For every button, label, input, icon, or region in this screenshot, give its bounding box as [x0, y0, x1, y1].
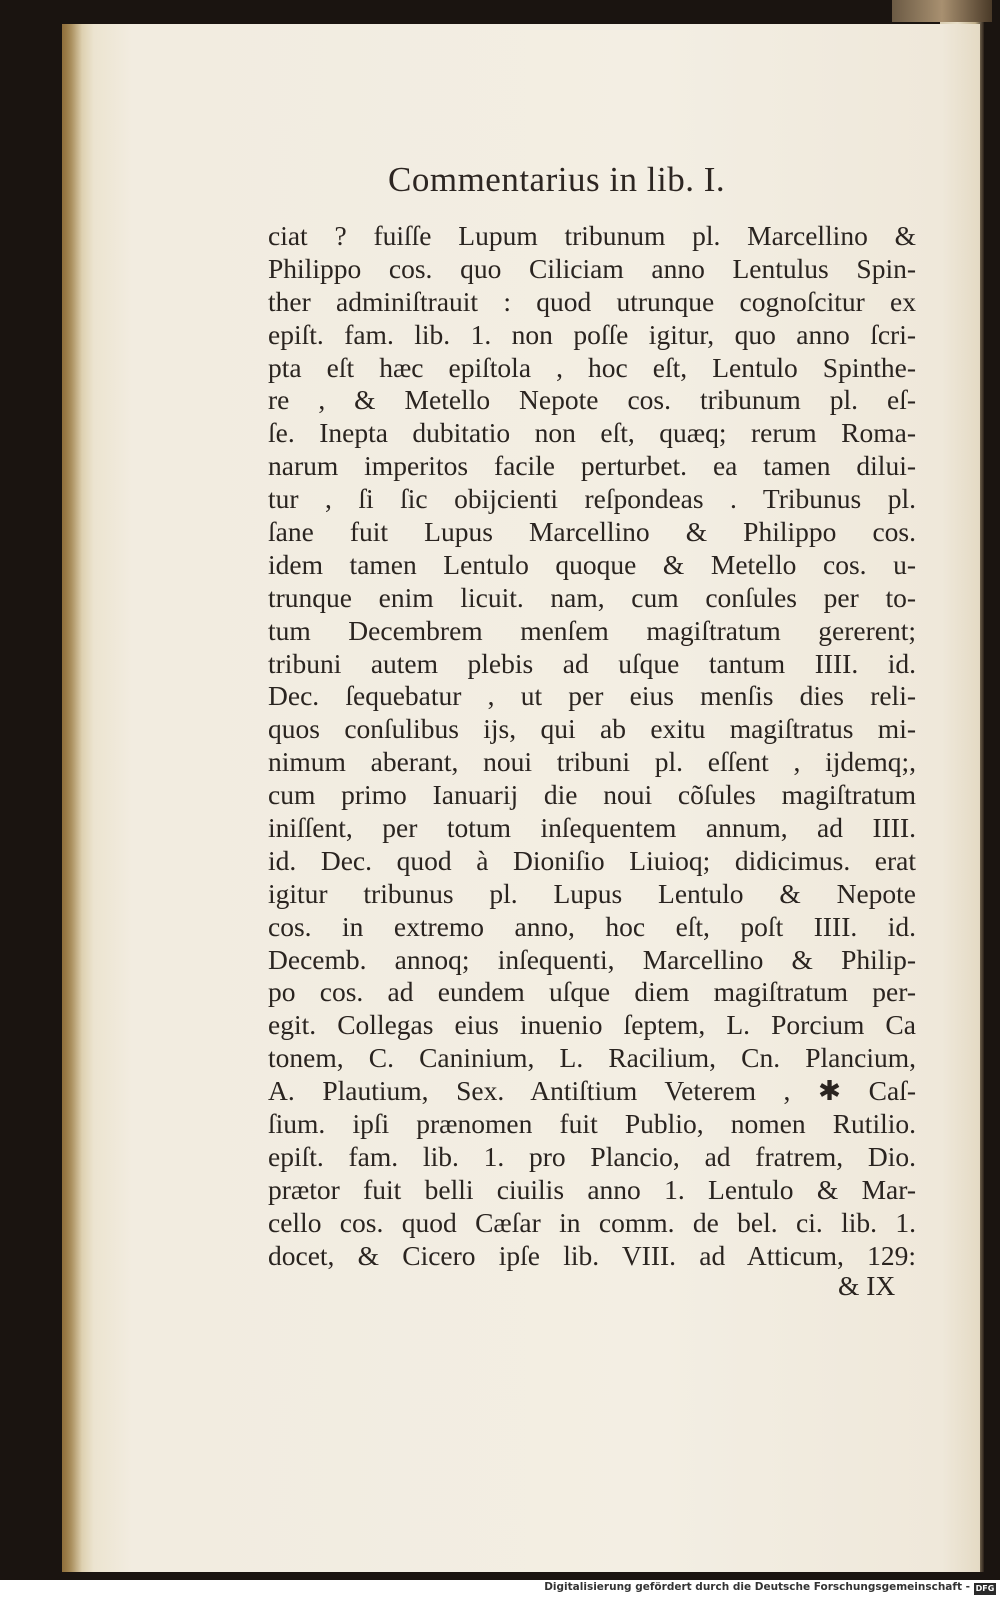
text-line: tribuni autem plebis ad uſque tantum IIII. id. — [268, 647, 916, 679]
text-line: Philippo cos. quo Ciliciam anno Lentulus Spin- — [268, 252, 916, 284]
text-line: pta eſt hæc epiſtola , hoc eſt, Lentulo Spinthe- — [268, 351, 916, 383]
text-line: ciat ? fuiſſe Lupum tribunum pl. Marcellino & — [268, 220, 916, 251]
text-line: cos. in extremo anno, hoc eſt, poſt IIII. id. — [268, 910, 916, 942]
text-line: tonem, C. Caninium, L. Racilium, Cn. Plancium, — [268, 1042, 916, 1074]
funding-credit: Digitalisierung gefördert durch die Deutsche Forschungsgemeinschaft - — [544, 1581, 970, 1593]
text-line: po cos. ad eundem uſque diem magiſtratum per- — [268, 976, 916, 1008]
catchword: & IX — [838, 1270, 896, 1301]
text-line: cello cos. quod Cæſar in comm. de bel. ci. lib. 1. — [268, 1206, 916, 1238]
text-line: Decemb. annoq; inſequenti, Marcellino & Philip- — [268, 943, 916, 975]
text-line: docet, & Cicero ipſe lib. VIII. ad Atticum, 129: — [268, 1239, 916, 1271]
body-text — [268, 220, 916, 1273]
text-line: Dec. ſequebatur , ut per eius menſis dies reli- — [268, 680, 916, 712]
text-line: id. Dec. quod à Dioniſio Liuioq; didicimus. erat — [268, 844, 916, 876]
text-line: narum imperitos facile perturbet. ea tamen dilui- — [268, 450, 916, 482]
torn-corner — [892, 0, 992, 22]
text-line: prætor fuit belli ciuilis anno 1. Lentulo & Mar- — [268, 1173, 916, 1205]
text-line: trunque enim licuit. nam, cum conſules per to- — [268, 581, 916, 613]
text-line: egit. Collegas eius inuenio ſeptem, L. Porcium Ca — [268, 1009, 916, 1041]
spine-shadow — [62, 24, 82, 1572]
running-head: Commentarius in lib. I. — [388, 160, 726, 199]
text-line: ſe. Inepta dubitatio non eſt, quæq; rerum Roma- — [268, 417, 916, 449]
text-line: quos conſulibus ijs, qui ab exitu magiſtratus mi- — [268, 713, 916, 745]
text-line: re , & Metello Nepote cos. tribunum pl. eſ- — [268, 384, 916, 416]
text-line: tur , ſi ſic obijcienti reſpondeas . Tribunus pl. — [268, 483, 916, 515]
dfg-logo: DFG — [975, 1584, 995, 1593]
text-line: igitur tribunus pl. Lupus Lentulo & Nepote — [268, 877, 916, 909]
text-line: cum primo Ianuarij die noui cõſules magiſtratum — [268, 779, 916, 811]
text-line: epiſt. fam. lib. 1. non poſſe igitur, quo anno ſcri- — [268, 318, 916, 350]
text-line: ſium. ipſi prænomen fuit Publio, nomen Rutilio. — [268, 1108, 916, 1140]
text-line: tum Decembrem menſem magiſtratum gererent; — [268, 614, 916, 646]
text-line: ther adminiſtrauit : quod utrunque cognoſcitur ex — [268, 285, 916, 317]
text-line: idem tamen Lentulo quoque & Metello cos. u- — [268, 548, 916, 580]
text-line: iniſſent, per totum inſequentem annum, ad IIII. — [268, 812, 916, 844]
text-line: ſane fuit Lupus Marcellino & Philippo cos. — [268, 516, 916, 548]
text-line: nimum aberant, noui tribuni pl. eſſent , ijdemq;, — [268, 746, 916, 778]
text-line: epiſt. fam. lib. 1. pro Plancio, ad fratrem, Dio. — [268, 1140, 916, 1172]
text-line: A. Plautium, Sex. Antiſtium Veterem , ✱ Caſ- — [268, 1075, 916, 1107]
